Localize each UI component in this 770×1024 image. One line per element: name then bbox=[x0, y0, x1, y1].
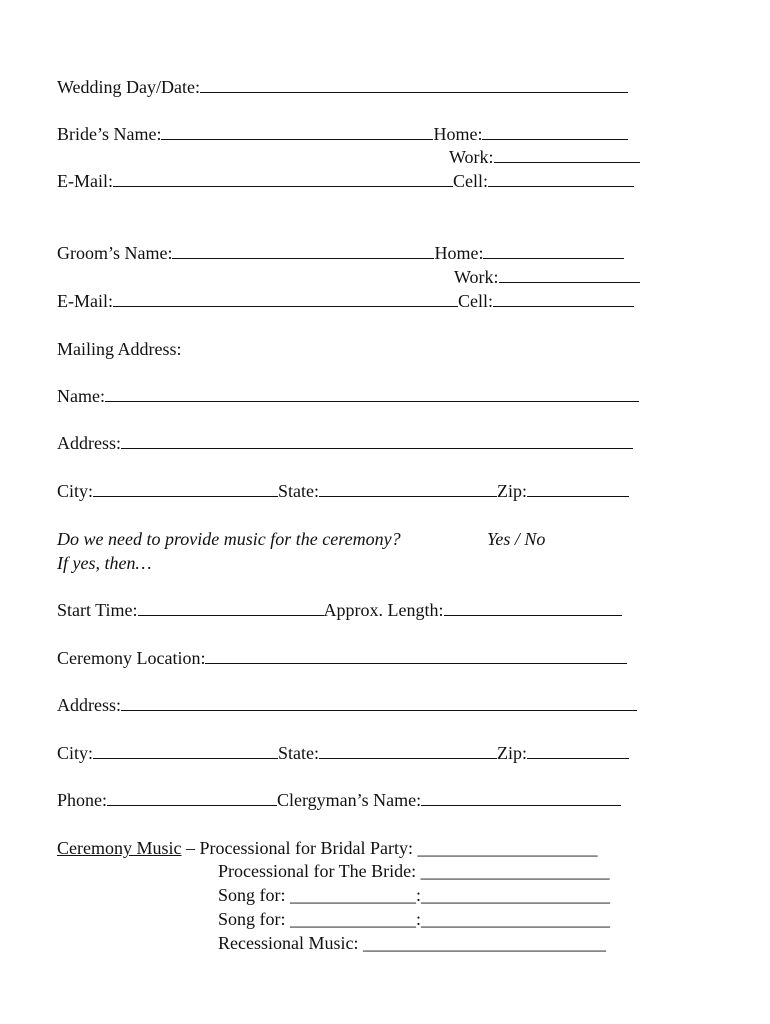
ceremony-music-row bbox=[57, 837, 597, 859]
ceremony-state-field[interactable] bbox=[319, 743, 497, 759]
bride-work-field[interactable] bbox=[494, 147, 640, 163]
mailing-city-field[interactable] bbox=[93, 481, 278, 497]
approx-length-label: Approx. Length: bbox=[323, 600, 444, 620]
start-time-field[interactable] bbox=[138, 600, 324, 616]
processional-bride-line[interactable]: Processional for The Bride: _____________________ bbox=[218, 861, 610, 881]
bride-cell-label: Cell: bbox=[453, 171, 488, 191]
ceremony-address-field[interactable] bbox=[121, 695, 637, 711]
bride-name-row bbox=[57, 123, 628, 145]
phone-label: Phone: bbox=[57, 790, 108, 810]
clergyman-label: Clergyman’s Name: bbox=[277, 790, 422, 810]
bride-home-label: Home: bbox=[433, 124, 483, 144]
mailing-address-row bbox=[57, 432, 633, 454]
mailing-zip-label: Zip: bbox=[497, 481, 528, 501]
recessional-music-line[interactable]: Recessional Music: ___________________________ bbox=[218, 933, 606, 953]
groom-home-label: Home: bbox=[434, 243, 484, 263]
groom-name-row bbox=[57, 242, 624, 264]
bride-email-field[interactable] bbox=[113, 171, 453, 187]
ceremony-city-field[interactable] bbox=[93, 743, 278, 759]
bride-home-field[interactable] bbox=[482, 124, 628, 140]
ceremony-music-dash: – bbox=[181, 838, 200, 858]
mailing-city-row bbox=[57, 480, 629, 502]
ceremony-zip-label: Zip: bbox=[497, 743, 528, 763]
music-followup: If yes, then… bbox=[57, 553, 152, 573]
wedding-date-field[interactable] bbox=[200, 77, 628, 93]
ceremony-music-heading: Ceremony Music bbox=[57, 838, 182, 858]
bride-email-row bbox=[57, 170, 634, 192]
ceremony-location-row bbox=[57, 647, 627, 669]
ceremony-city-label: City: bbox=[57, 743, 94, 763]
groom-work-field[interactable] bbox=[499, 267, 640, 283]
bride-name-label: Bride’s Name: bbox=[57, 124, 162, 144]
mailing-name-row bbox=[57, 385, 639, 407]
groom-email-row bbox=[57, 290, 634, 312]
processional-bridal-party-line[interactable]: Processional for Bridal Party: ____________________ bbox=[199, 838, 598, 858]
ceremony-location-label: Ceremony Location: bbox=[57, 648, 206, 668]
mailing-zip-field[interactable] bbox=[527, 481, 629, 497]
ceremony-city-row bbox=[57, 742, 629, 764]
groom-home-field[interactable] bbox=[483, 243, 624, 259]
mailing-city-label: City: bbox=[57, 481, 94, 501]
groom-work-label: Work: bbox=[454, 267, 499, 287]
mailing-heading: Mailing Address: bbox=[57, 339, 182, 359]
groom-name-field[interactable] bbox=[172, 243, 434, 259]
groom-name-label: Groom’s Name: bbox=[57, 243, 173, 263]
bride-name-field[interactable] bbox=[161, 124, 433, 140]
song-for-line-2[interactable]: Song for: ______________:_____________________ bbox=[218, 909, 611, 929]
mailing-state-field[interactable] bbox=[319, 481, 497, 497]
ceremony-phone-row bbox=[57, 789, 621, 811]
groom-work-row bbox=[454, 266, 640, 288]
music-yes-no[interactable]: Yes / No bbox=[487, 529, 546, 549]
music-question: Do we need to provide music for the ceremony? bbox=[57, 529, 401, 549]
mailing-name-label: Name: bbox=[57, 386, 105, 406]
clergyman-field[interactable] bbox=[421, 790, 621, 806]
ceremony-location-field[interactable] bbox=[205, 648, 627, 664]
mailing-address-label: Address: bbox=[57, 433, 121, 453]
bride-cell-field[interactable] bbox=[488, 171, 634, 187]
groom-email-field[interactable] bbox=[113, 291, 458, 307]
ceremony-time-row bbox=[57, 599, 622, 621]
mailing-address-field[interactable] bbox=[121, 433, 633, 449]
ceremony-zip-field[interactable] bbox=[527, 743, 629, 759]
mailing-name-field[interactable] bbox=[105, 386, 639, 402]
ceremony-state-label: State: bbox=[278, 743, 320, 763]
bride-work-label: Work: bbox=[449, 147, 494, 167]
wedding-date-row bbox=[57, 76, 628, 98]
start-time-label: Start Time: bbox=[57, 600, 138, 620]
bride-work-row bbox=[449, 146, 640, 168]
song-for-line-1[interactable]: Song for: ______________:_____________________ bbox=[218, 885, 611, 905]
bride-email-label: E-Mail: bbox=[57, 171, 113, 191]
phone-field[interactable] bbox=[107, 790, 277, 806]
wedding-date-label: Wedding Day/Date: bbox=[57, 77, 201, 97]
ceremony-address-label: Address: bbox=[57, 695, 121, 715]
groom-cell-label: Cell: bbox=[458, 291, 493, 311]
approx-length-field[interactable] bbox=[444, 600, 622, 616]
groom-email-label: E-Mail: bbox=[57, 291, 113, 311]
groom-cell-field[interactable] bbox=[493, 291, 634, 307]
mailing-state-label: State: bbox=[278, 481, 320, 501]
ceremony-address-row bbox=[57, 694, 637, 716]
